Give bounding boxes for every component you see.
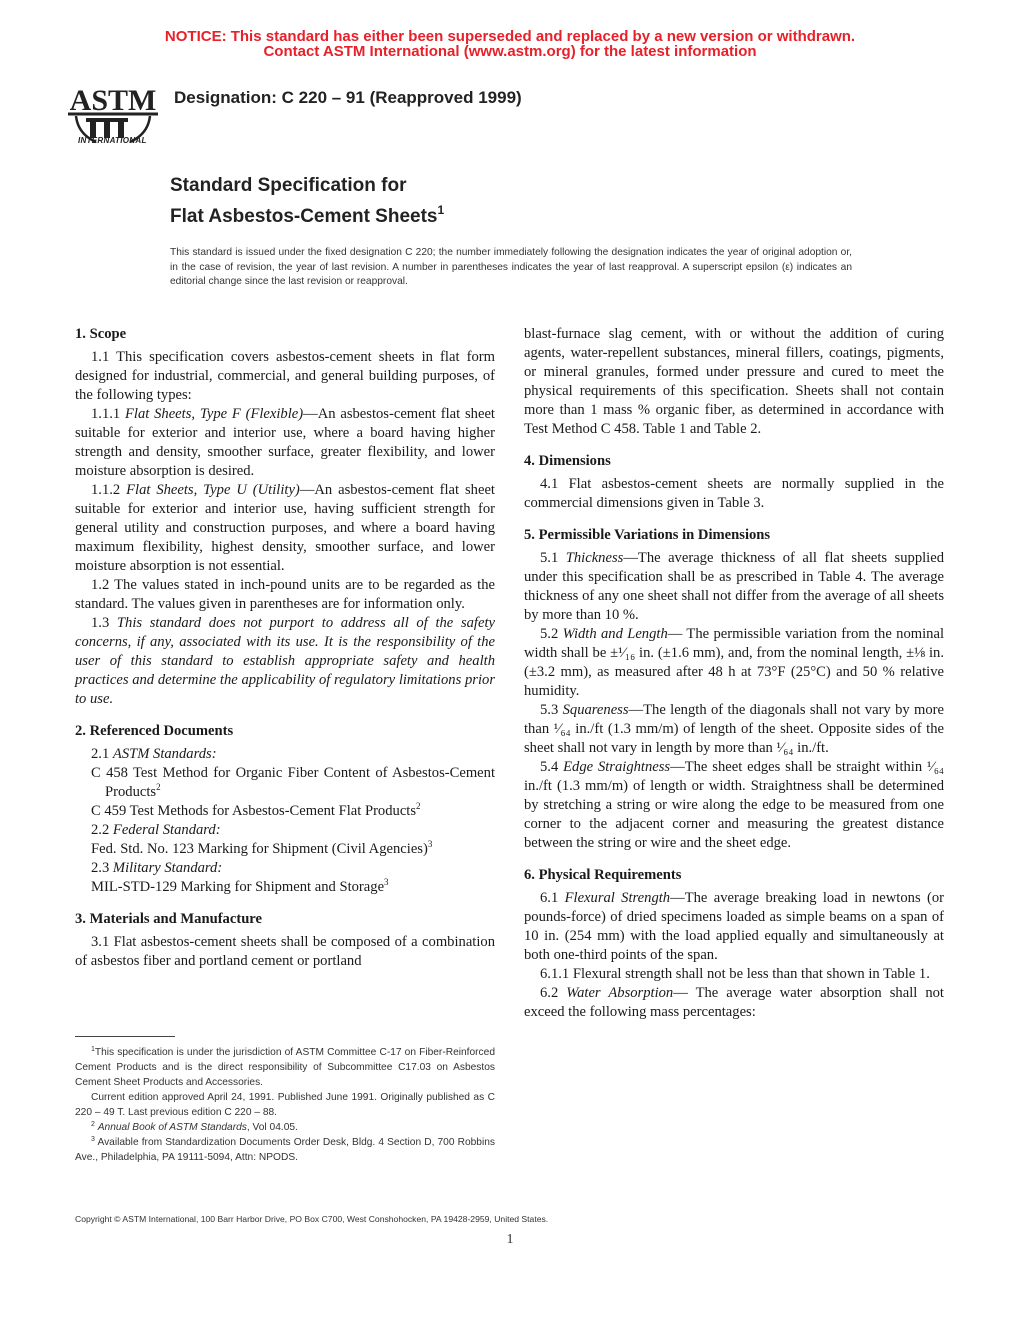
var-5-3-text: —The length of the diagonals shall not vary by more than ¹⁄₆₄ in./ft (1.3 mm/m) of length of the sheet. Opposite sides of the sheet shall not vary in length by more than ¹⁄₆₄ in./ft. xyxy=(524,702,944,756)
physical-6-1-1: 6.1.1 Flexural strength shall not be less than that shown in Table 1. xyxy=(540,966,930,982)
fn1-mark: 1 xyxy=(91,1046,95,1053)
variations-5-2 xyxy=(524,625,944,701)
var-5-4-num: 5.4 xyxy=(540,759,559,775)
ref-c459-text: C 459 Test Methods for Asbestos-Cement Flat Products xyxy=(91,803,417,819)
scope-1-3 xyxy=(75,614,495,709)
left-column xyxy=(75,325,495,971)
ref-c459-fn: 2 xyxy=(416,801,421,811)
phys-6-2-num: 6.2 xyxy=(540,985,559,1001)
footnote-1b: Current edition approved April 24, 1991. Published June 1991. Originally published as C 220 – 49 T. Last previous edition C 220 – 88. xyxy=(75,1092,495,1118)
fn3-mark: 3 xyxy=(91,1136,95,1143)
dimensions-4-1: 4.1 Flat asbestos-cement sheets are normally supplied in the commercial dimensions given in Table 3. xyxy=(524,476,944,511)
var-5-1-text: —The average thickness of all flat sheets supplied under this specification shall be as prescribed in Table 4. The average thickness of any one sheet shall not differ from the average of all sheets by more than 10 %. xyxy=(524,550,944,623)
footnotes xyxy=(75,1045,495,1165)
fn3-text: Available from Standardization Documents Order Desk, Bldg. 4 Section D, 700 Robbins Ave., Philadelphia, PA 19111-5094, Attn: NPODS. xyxy=(75,1137,495,1163)
withdrawal-notice-line-2: Contact ASTM International (www.astm.org) for the latest information xyxy=(263,43,757,60)
scope-1-3-num: 1.3 xyxy=(91,615,110,631)
page-title-line-1: Standard Specification for xyxy=(170,175,407,196)
scope-1-1-2-num: 1.1.2 xyxy=(91,482,121,498)
physical-6-1 xyxy=(524,889,944,965)
ref-fed-text: Fed. Std. No. 123 Marking for Shipment (Civil Agencies) xyxy=(91,841,428,857)
scope-1-1-2 xyxy=(75,481,495,576)
var-5-3-num: 5.3 xyxy=(540,702,559,718)
ref-2-3-num: 2.3 xyxy=(91,860,110,876)
right-column xyxy=(524,325,944,1022)
dimensions-heading: 4. Dimensions xyxy=(524,453,611,469)
logo-tagline: INTERNATIONAL xyxy=(78,136,147,145)
footnote-1 xyxy=(75,1045,495,1090)
scope-heading: 1. Scope xyxy=(75,326,127,342)
issued-note: This standard is issued under the fixed designation C 220; the number immediately following the designation indicates the year of original adoption or, in the case of revision, the year of last revision. A number in parentheses indicates the year of last reapproval. A superscript epsilon (ε) indicates an editorial change since the last revision or reapproval. xyxy=(170,247,852,287)
ref-c458-fn: 2 xyxy=(156,782,161,792)
designation: Designation: C 220 – 91 (Reapproved 1999) xyxy=(174,88,522,107)
physical-heading: 6. Physical Requirements xyxy=(524,867,682,883)
var-5-2-term: Width and Length xyxy=(562,626,668,642)
var-5-4-term: Edge Straightness xyxy=(563,759,671,775)
ref-c459 xyxy=(91,802,495,821)
scope-1-1-2-text: —An asbestos-cement flat sheet suitable for exterior and interior use, having sufficient strength for general utility and construction purposes, and where a board having maximum flexibility, highest density, smoother surface, and lower moisture absorption is not essential. xyxy=(75,482,495,574)
ref-2-3-label: Military Standard: xyxy=(112,860,223,876)
physical-6-2 xyxy=(524,984,944,1022)
footnote-2 xyxy=(75,1120,495,1135)
ref-2-1-label: ASTM Standards: xyxy=(112,746,217,762)
variations-5-3 xyxy=(524,701,944,758)
ref-2-2-num: 2.2 xyxy=(91,822,110,838)
variations-5-1 xyxy=(524,549,944,625)
scope-1-1-1-num: 1.1.1 xyxy=(91,406,121,422)
phys-6-1-term: Flexural Strength xyxy=(564,890,671,906)
ref-mil-fn: 3 xyxy=(384,877,389,887)
scope-1-1-1-term: Flat Sheets, Type F (Flexible) xyxy=(124,406,304,422)
ref-2-2-label: Federal Standard: xyxy=(112,822,221,838)
scope-1-2: 1.2 The values stated in inch-pound units are to be regarded as the standard. The values given in parentheses are for information only. xyxy=(75,577,495,612)
phys-6-2-term: Water Absorption xyxy=(566,985,674,1001)
phys-6-1-text: —The average breaking load in newtons (or pounds-force) of dried specimens loaded as simple beams on a span of 10 in. (254 mm) with the load applied equally and simultaneously at both one-third points of the span. xyxy=(524,890,944,963)
variations-heading: 5. Permissible Variations in Dimensions xyxy=(524,527,771,543)
phys-6-2-text: — The average water absorption shall not exceed the following mass percentages: xyxy=(524,985,944,1020)
page-title-line-2 xyxy=(170,198,444,229)
scope-1-3-text: This standard does not purport to address all of the safety concerns, if any, associated with its use. It is the responsibility of the user of this standard to establish appropriate safety and health practices and determine the applicability of regulatory limitations prior to use. xyxy=(75,615,495,707)
var-5-2-num: 5.2 xyxy=(540,626,559,642)
referenced-documents-heading: 2. Referenced Documents xyxy=(75,723,234,739)
var-5-1-num: 5.1 xyxy=(540,550,559,566)
scope-1-1-2-term: Flat Sheets, Type U (Utility) xyxy=(126,482,300,498)
ref-c458-text: C 458 Test Method for Organic Fiber Content of Asbestos-Cement Products xyxy=(91,765,495,800)
astm-standards-label xyxy=(75,745,495,764)
scope-1-1-1-text: —An asbestos-cement flat sheet suitable for exterior and interior use, where a board having higher strength and density, smoother surface, greater flexibility, and lower moisture absorption is desired. xyxy=(75,406,495,479)
fn1-text: This specification is under the jurisdiction of ASTM Committee C-17 on Fiber-Reinforced Cement Products and is the direct responsibility of Subcommittee C17.03 on Asbestos Cement Sheet Products and Accessories. xyxy=(75,1047,495,1088)
scope-1-1: 1.1 This specification covers asbestos-cement sheets in flat form designed for industrial, commercial, and general building purposes, of the following types: xyxy=(75,349,495,403)
scope-1-1-1 xyxy=(75,405,495,481)
title-footnote-mark: 1 xyxy=(437,203,445,217)
variations-5-4 xyxy=(524,758,944,853)
materials-heading: 3. Materials and Manufacture xyxy=(75,911,262,927)
ref-fed-fn: 3 xyxy=(427,839,433,849)
var-5-4-text: —The sheet edges shall be straight within ¹⁄₆₄ in./ft (1.3 mm/m) of length or width. Straightness shall be determined by stretching a string or wire along the edge to be measured from one corner to the adjacent corner and measuring the greatest distance between the string or wire and the sheet edge. xyxy=(524,759,944,851)
withdrawal-notice-line-1: NOTICE: This standard has either been superseded and replaced by a new version or withdrawn. xyxy=(164,28,856,45)
materials-3-1b: blast-furnace slag cement, with or without the addition of curing agents, water-repellent substances, mineral fillers, coatings, pigments, or mineral granules, formed under pressure and cured to meet the physical requirements of this specification. Sheets shall not contain more than 1 mass % organic fiber, as determined in accordance with Test Method C 458. Table 1 and Table 2. xyxy=(524,326,944,437)
ref-mil-text: MIL-STD-129 Marking for Shipment and Storage xyxy=(91,879,385,895)
copyright: Copyright © ASTM International, 100 Barr Harbor Drive, PO Box C700, West Conshohocken, PA 19428-2959, United States. xyxy=(75,1214,549,1224)
phys-6-1-num: 6.1 xyxy=(540,890,559,906)
ref-2-1-num: 2.1 xyxy=(91,746,110,762)
ref-fed-std xyxy=(91,840,495,859)
var-5-1-term: Thickness xyxy=(565,550,624,566)
ref-mil-std xyxy=(91,878,495,897)
logo-wordmark: ASTM xyxy=(69,84,157,117)
fn2-mark: 2 xyxy=(91,1121,95,1128)
federal-standard-label xyxy=(75,821,495,840)
ref-c458 xyxy=(91,764,495,802)
var-5-3-term: Squareness xyxy=(562,702,629,718)
footnote-divider xyxy=(75,1036,175,1037)
page-number: 1 xyxy=(506,1232,514,1247)
var-5-2-text: — The permissible variation from the nominal width shall be ±¹⁄₁₆ in. (±1.6 mm), and, from the nominal length, ±⅛ in. (±3.2 mm), as measured after 48 h at 73°F (25°C) and 50 % relative humidity. xyxy=(524,626,944,699)
fn2-vol: , Vol 04.05. xyxy=(246,1122,298,1133)
military-standard-label xyxy=(75,859,495,878)
materials-3-1a: 3.1 Flat asbestos-cement sheets shall be composed of a combination of asbestos fiber and portland cement or portland xyxy=(75,934,495,969)
fn2-text: Annual Book of ASTM Standards xyxy=(97,1122,247,1133)
page-title-text: Flat Asbestos-Cement Sheets xyxy=(170,206,438,227)
footnote-3 xyxy=(75,1135,495,1165)
